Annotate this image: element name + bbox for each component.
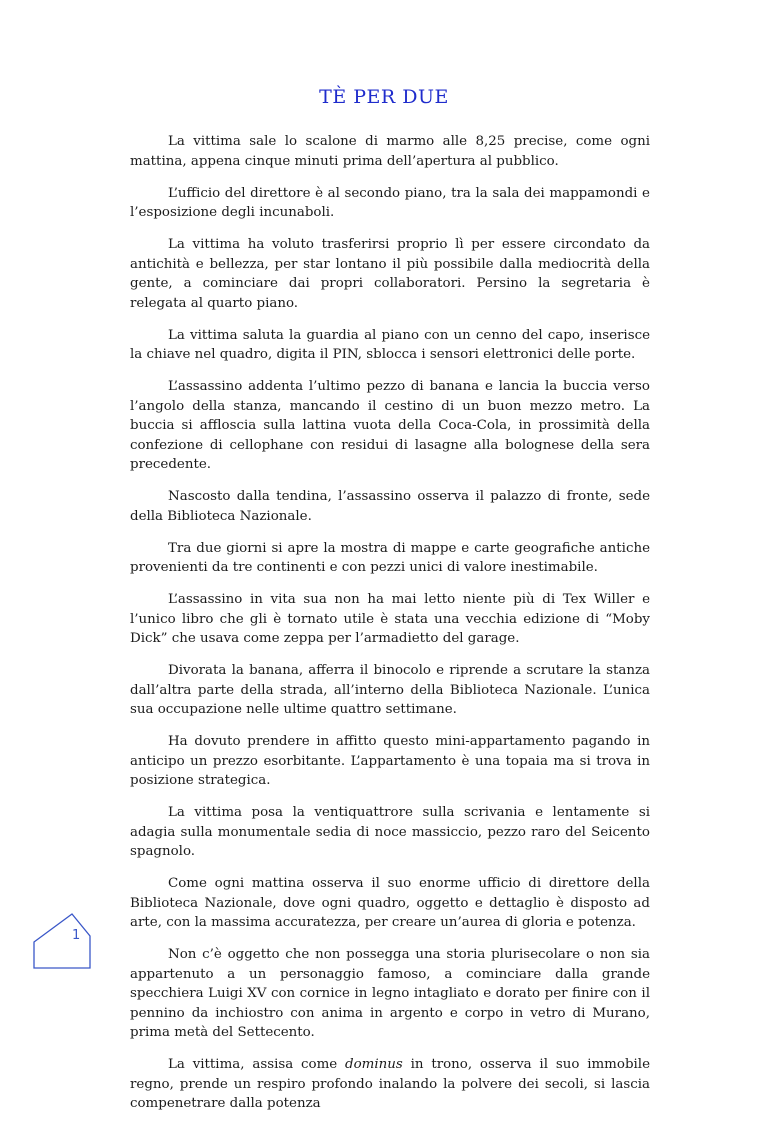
paragraph-last: [130, 1055, 650, 1114]
paragraph: La vittima sale lo scalone di marmo alle 8,25 precise, come ogni mattina, appena cinque minuti prima dell’apertura al pubblico.: [130, 134, 650, 169]
paragraph: Ha dovuto prendere in affitto questo mini-appartamento pagando in anticipo un prezzo esorbitante. L’appartamento è una topaia ma si trova in posizione strategica.: [130, 734, 650, 788]
paragraph: La vittima posa la ventiquattrore sulla scrivania e lentamente si adagia sulla monumentale sedia di noce massiccio, pezzo raro del Seicento spagnolo.: [130, 805, 650, 859]
paragraph: Non c’è oggetto che non possegga una storia plurisecolare o non sia appartenuto a un personaggio famoso, a cominciare dalla grande specchiera Luigi XV con cornice in legno intagliato e dorato per finire con il pennino da inchiostro con anima in argento e corpo in vetro di Murano, prima metà del Settecento.: [130, 947, 650, 1040]
paragraph: L’assassino in vita sua non ha mai letto niente più di Tex Willer e l’unico libro che gli è tornato utile è stata una vecchia edizione di “Moby Dick” che usava come zeppa per l’armadietto del garage.: [130, 592, 650, 646]
paragraph: Come ogni mattina osserva il suo enorme ufficio di direttore della Biblioteca Nazionale, dove ogni quadro, oggetto e dettaglio è disposto ad arte, con la massima accuratezza, per creare un’aurea di gloria e potenza.: [130, 876, 650, 930]
paragraph-last-before: La vittima, assisa come: [168, 1057, 346, 1072]
paragraph: La vittima saluta la guardia al piano con un cenno del capo, inserisce la chiave nel quadro, digita il PIN, sblocca i sensori elettronici delle porte.: [130, 327, 650, 362]
paragraph: La vittima ha voluto trasferirsi proprio lì per essere circondato da antichità e bellezza, per star lontano il più possibile dalla mediocrità della gente, a cominciare dai propri collaboratori. Persino la segretaria è relegata al quarto piano.: [130, 237, 650, 311]
page-number: 1: [72, 928, 81, 943]
paragraph: L’ufficio del direttore è al secondo piano, tra la sala dei mappamondi e l’esposizione degli incunaboli.: [130, 185, 650, 220]
document-body: [130, 132, 650, 1126]
paragraph: Nascosto dalla tendina, l’assassino osserva il palazzo di fronte, sede della Biblioteca Nazionale.: [130, 489, 650, 524]
paragraph-last-after: in trono, osserva il suo immobile regno, prende un respiro profondo inalando la polvere dei secoli, si lascia compenetrare dalla potenza: [130, 1057, 651, 1111]
emphasis-dominus: dominus: [345, 1057, 403, 1072]
document-title: TÈ PER DUE: [319, 86, 449, 108]
page-corner-icon: [26, 908, 96, 970]
paragraph: Divorata la banana, afferra il binocolo e riprende a scrutare la stanza dall’altra parte della strada, all’interno della Biblioteca Nazionale. L’unica sua occupazione nelle ultime quattro settimane.: [130, 663, 650, 717]
paragraph: L’assassino addenta l’ultimo pezzo di banana e lancia la buccia verso l’angolo della stanza, mancando il cestino di un buon mezzo metro. La buccia si affloscia sulla lattina vuota della Coca-Cola, in prossimità della confezione di cellophane con residui di lasagne alla bolognese della sera precedente.: [130, 379, 650, 472]
paragraph: Tra due giorni si apre la mostra di mappe e carte geografiche antiche provenienti da tre continenti e con pezzi unici di valore inestimabile.: [130, 540, 650, 575]
